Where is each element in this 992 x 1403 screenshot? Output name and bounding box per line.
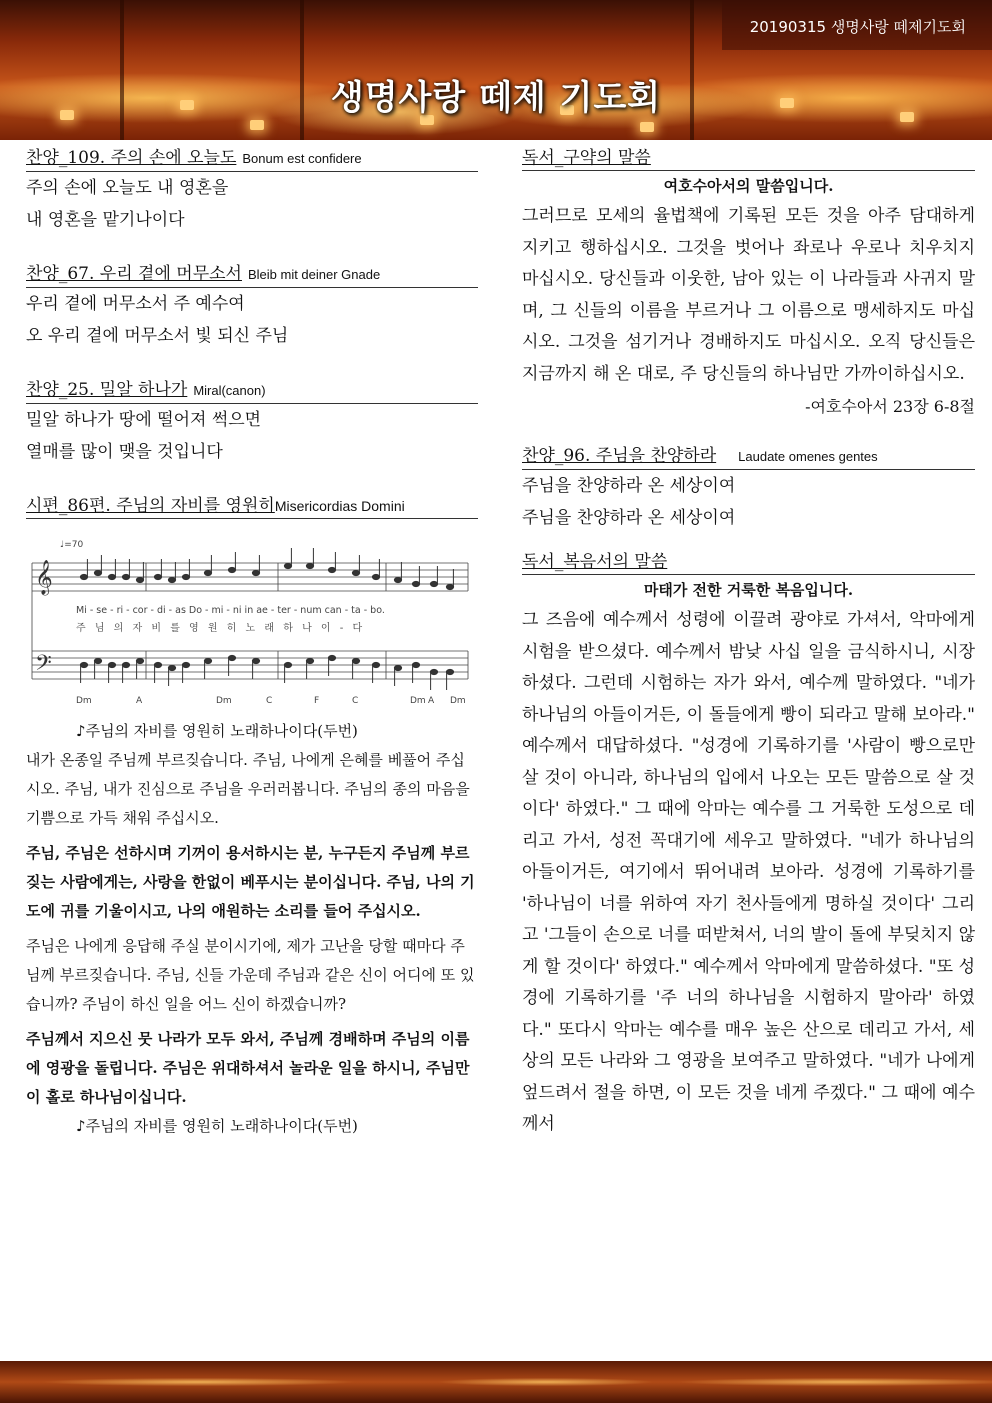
hymn-96-heading [522,444,975,470]
hymn-25-heading [26,378,478,404]
note-head [328,655,335,660]
lyric-line: 오 우리 곁에 머무소서 빛 되신 주님 [26,326,289,346]
reading-citation: -여호수아서 23장 6-8절 [805,397,975,416]
chord-symbol: Dm [76,696,92,706]
note-head [136,577,143,582]
music-score-svg [26,533,478,711]
hymn-latin-title: Miral(canon) [193,383,266,398]
hymn-latin-title: Bonum est confidere [242,151,362,166]
candle-light [640,122,654,132]
note-head [252,658,259,663]
right-column [522,146,975,1141]
note-head [122,662,129,667]
chord-symbol: F [314,696,320,706]
note-head [412,662,419,667]
chord-symbol: Dm [410,696,426,706]
hymn-title: 찬양_96. 주님을 찬양하라 [522,446,717,466]
reading-title: 독서_구약의 말씀 [522,148,651,168]
note-head [108,574,115,579]
note-head [352,570,359,575]
chord-symbol: Dm [450,696,466,706]
note-head [446,669,453,674]
lyric-line: 우리 곁에 머무소서 주 예수여 [26,294,245,314]
note-head [394,577,401,582]
note-head [446,584,453,589]
treble-clef-icon: 𝄞 [35,560,53,595]
lyric-line: 밀알 하나가 땅에 떨어져 썩으면 [26,410,262,430]
note-head [228,655,235,660]
music-score [26,533,478,711]
note-head [430,581,437,586]
page-title: 생명사랑 떼제 기도회 [330,78,662,118]
note-head [168,665,175,670]
hymn-title: 찬양_25. 밀알 하나가 [26,380,188,400]
chord-symbol: Dm [216,696,232,706]
lyric-line: 주의 손에 오늘도 내 영혼을 [26,178,229,198]
hymn-title: 찬양_67. 우리 곁에 머무소서 [26,264,242,284]
hymn-109-heading [26,146,478,172]
note-head [136,658,143,663]
note-head [284,662,291,667]
note-head [94,570,101,575]
hymn-latin-title: Laudate omenes gentes [738,449,878,464]
reading-text: 그 즈음에 예수께서 성령에 이끌려 광야로 가셔서, 악마에게 시험을 받으셨다. 예수께서 밤낮 사십 일을 금식하시니, 시장하셨다. 그런데 시험하는 자가 와서, 예수께 말하였다. "네가 하나님의 아들이거든, 이 돌들에게 빵이 되라고 말해 보아라." 예수께서 대답하셨다. "성경에 기록하기를 '사람이 빵으로만 살 것이 아니라, 하나님의 입에서 나오는 모든 말씀으로 살 것이다' 하였다." 그 때에 악마는 예수를 그 거룩한 도성으로 데리고 가서, 성전 꼭대기에 세우고 말하였다. "네가 하나님의 아들이거든, 여기에서 뛰어내려 보아라. 성경에 기록하기를 '하나님이 너를 위하여 자기 천사들에게 명하실 것이다' 그리고 '그들이 손으로 너를 떠받쳐서, 너의 발이 돌에 부딪치지 않게 할 것이다' 하였다." 예수께서 악마에게 말씀하셨다. "또 성경에 기록하기를 '주 너의 하나님을 시험하지 말아라' 하였다." 또다시 악마는 예수를 매우 높은 산으로 데리고 가서, 세상의 모든 나라와 그 영광을 보여주고 말하였다. "네가 나에게 엎드려서 절을 하면, 이 모든 것을 네게 주겠다." 그 때에 예수께서 [522,610,975,1134]
note-head [182,662,189,667]
score-korean-lyrics: 주 님 의 자 비 를 영 원 히 노 래 하 나 이 - 다 [76,623,366,634]
left-column [26,146,478,1141]
date-label: 20190315 생명사랑 떼제기도회 [749,18,966,36]
note-head [94,658,101,663]
hymn-title: 찬양_109. 주의 손에 오늘도 [26,148,237,168]
note-head [306,658,313,663]
psalm-latin-title: Misericordias Domini [274,498,405,514]
note-head [228,567,235,572]
note-head [80,662,87,667]
chord-symbol: C [352,696,359,706]
psalm-verse-bold: 주님께서 지으신 뭇 나라가 모두 와서, 주님께 경배하며 주님의 이름에 영광을 돌립니다. 주님은 위대하셔서 놀라운 일을 하시니, 주님만이 홀로 하나님이십니다. [26,1030,470,1106]
gospel-reading-heading [522,550,975,575]
lyric-line: 내 영혼을 맡기나이다 [26,210,185,230]
note-head [328,567,335,572]
chord-symbol: A [136,696,143,706]
note-head [154,574,161,579]
psalm-verse-bold: 주님, 주님은 선하시며 기꺼이 용서하시는 분, 누구든지 주님께 부르짖는 사람에게는, 사랑을 한없이 베푸시는 분이십니다. 주님, 나의 기도에 귀를 기울이시고, 나의 애원하는 소리를 들어 주십시오. [26,844,475,920]
score-latin-lyrics: Mi - se - ri - cor - di - as Do - mi - ni in ae - ter - num can - ta - bo. [76,605,385,616]
tempo-marking: ♩=70 [60,540,84,550]
note-head [372,574,379,579]
psalm-heading [26,494,478,519]
lyric-line: 열매를 많이 맺을 것입니다 [26,442,223,462]
note-head [108,662,115,667]
note-head [204,570,211,575]
note-head [284,563,291,568]
bass-clef-icon: 𝄢 [35,651,52,681]
chord-symbol: C [266,696,273,706]
note-head [430,669,437,674]
reading-text: 그러므로 모세의 율법책에 기록된 모든 것을 아주 담대하게 지키고 행하십시오. 그것을 벗어나 좌로나 우로나 치우치지 마십시오. 당신들과 이웃한, 남아 있는 이 나라들과 사귀지 말며, 그 신들의 이름을 부르거나 그 이름으로 맹세하지도 마십시오. 그것을 섬기거나 경배하지도 마십시오. 오직 당신들은 지금까지 해 온 대로, 주 당신들의 하나님만 가까이하십시오. [522,206,975,384]
note-head [122,574,129,579]
hymn-latin-title: Bleib mit deiner Gnade [247,267,381,282]
psalm-refrain: ♪주님의 자비를 영원히 노래하나이다(두번) [76,722,358,740]
note-head [182,574,189,579]
note-head [204,658,211,663]
candle-light [250,120,264,130]
hymn-67-heading [26,262,478,288]
chord-symbol: A [428,696,435,706]
lyric-line: 주님을 찬양하라 온 세상이여 [522,508,736,528]
note-head [80,574,87,579]
note-head [372,662,379,667]
note-head [412,581,419,586]
reading-subtitle: 마태가 전한 거룩한 복음입니다. [643,581,854,599]
footer-banner [0,1361,992,1403]
note-head [394,665,401,670]
psalm-verse: 주님은 나에게 응답해 주실 분이시기에, 제가 고난을 당할 때마다 주님께 부르짖습니다. 주님, 신들 가운데 주님과 같은 신이 어디에 또 있습니까? 주님이 하신 일을 어느 신이 하겠습니까? [26,937,475,1013]
reading-title: 독서_복음서의 말씀 [522,552,668,572]
note-head [154,662,161,667]
psalm-verse: 내가 온종일 주님께 부르짖습니다. 주님, 나에게 은혜를 베풀어 주십시오. 주님, 내가 진심으로 주님을 우러러봅니다. 주님의 종의 마음을 기쁨으로 가득 채워 주십시오. [26,751,470,827]
psalm-refrain: ♪주님의 자비를 영원히 노래하나이다(두번) [76,1117,358,1135]
lyric-line: 주님을 찬양하라 온 세상이여 [522,476,736,496]
note-head [352,658,359,663]
note-head [168,577,175,582]
reading-subtitle: 여호수아서의 말씀입니다. [663,177,834,195]
note-head [252,570,259,575]
note-head [306,563,313,568]
header-banner [0,0,992,140]
psalm-title: 시편_86편. 주님의 자비를 영원히 [26,496,275,516]
ot-reading-heading [522,146,975,171]
